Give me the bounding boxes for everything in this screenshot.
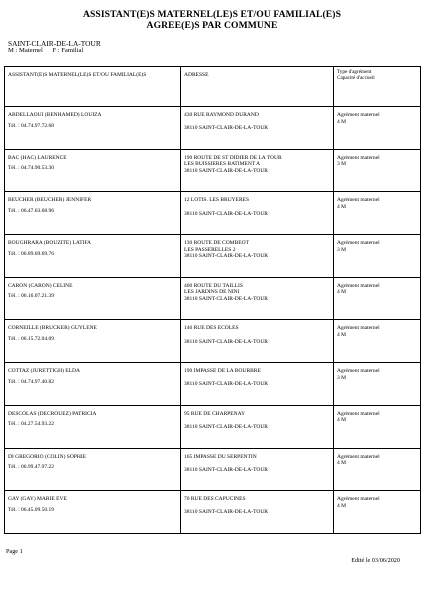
cell-address bbox=[181, 491, 334, 534]
address-city: 38110 SAINT-CLAIR-DE-LA-TOUR bbox=[184, 509, 268, 516]
assistant-name: DESCOLAS (DECROUEZ) PATRICIA bbox=[8, 410, 97, 417]
assistant-phone: Tél. : 06.16.07.21.39 bbox=[8, 293, 54, 300]
address-line2 bbox=[184, 119, 330, 126]
agreement-capacity: 4 M bbox=[337, 332, 347, 339]
table-row bbox=[5, 405, 421, 448]
address-line2: LES JARDINS DE NINI bbox=[184, 289, 240, 296]
address-line1: 430 RUE RAYMOND DURAND bbox=[184, 112, 259, 118]
assistant-phone: Tél. : 04.27.54.93.22 bbox=[8, 421, 54, 428]
cell-agreement bbox=[334, 491, 421, 534]
address-line1: 146 RUE DES ECOLES bbox=[184, 325, 239, 332]
column-header-capacity: Capacité d'accueil bbox=[337, 75, 375, 82]
agreement-capacity: 3 M bbox=[337, 374, 347, 381]
address-line2 bbox=[184, 204, 330, 211]
cell-assistant bbox=[5, 149, 181, 192]
agreement-type: Agrément maternel bbox=[337, 325, 380, 332]
cell-agreement bbox=[334, 107, 421, 150]
cell-assistant bbox=[5, 107, 181, 150]
agreement-capacity: 3 M bbox=[337, 246, 347, 253]
address-line1: 165 IMPASSE DU SERPENTIN bbox=[184, 453, 257, 460]
assistant-name: CARON (CARON) CELINE bbox=[8, 282, 73, 289]
cell-agreement bbox=[334, 320, 421, 363]
table-row bbox=[5, 235, 421, 278]
column-header-name: ASSISTANT(E)S MATERNEL(LE)S ET/OU FAMILIAL(E)S bbox=[5, 67, 181, 107]
table-header-row bbox=[5, 67, 421, 107]
legend-maternel: M : Maternel bbox=[8, 47, 43, 54]
cell-assistant bbox=[5, 320, 181, 363]
address-line2 bbox=[184, 503, 330, 510]
agreement-capacity: 4 M bbox=[337, 203, 347, 210]
assistant-phone: Tél. : 06.47.63.68.96 bbox=[8, 207, 54, 214]
agreement-capacity: 4 M bbox=[337, 502, 347, 509]
address-line2 bbox=[184, 460, 330, 467]
assistant-phone: Tél. : 06.99.47.97.22 bbox=[8, 464, 54, 471]
address-line2 bbox=[184, 417, 330, 424]
legend bbox=[8, 47, 91, 54]
agreement-type: Agrément maternel bbox=[337, 197, 380, 204]
table-row bbox=[5, 149, 421, 192]
address-line2 bbox=[184, 375, 330, 382]
page-number: Page 1 bbox=[6, 548, 23, 555]
address-city: 38110 SAINT-CLAIR-DE-LA-TOUR bbox=[184, 338, 268, 345]
cell-agreement bbox=[334, 235, 421, 278]
document-title-line2: AGREE(E)S PAR COMMUNE bbox=[146, 20, 278, 31]
address-line1: 95 RUE DE CHARPENAY bbox=[184, 410, 246, 417]
cell-address bbox=[181, 363, 334, 406]
agreement-capacity: 4 M bbox=[337, 118, 347, 125]
document-title-line1: ASSISTANT(E)S MATERNEL(LE)S ET/OU FAMILIAL(E)S bbox=[82, 9, 342, 20]
address-line1: 70 RUE DES CAPUCINES bbox=[184, 496, 246, 503]
cell-agreement bbox=[334, 149, 421, 192]
address-line1: 12 LOTIS. LES BRUYERES bbox=[184, 197, 250, 204]
agreement-type: Agrément maternel bbox=[337, 368, 380, 375]
assistant-phone: Tél. : 06.15.72.04.09 bbox=[8, 336, 54, 343]
agreement-capacity: 4 M bbox=[337, 460, 347, 467]
assistant-phone: Tél. : 04.74.97.40.82 bbox=[8, 378, 54, 385]
agreement-capacity: 3 M bbox=[337, 161, 347, 168]
cell-assistant bbox=[5, 235, 181, 278]
address-city: 38110 SAINT-CLAIR-DE-LA-TOUR bbox=[184, 424, 268, 430]
assistant-name: BEUCHER (BEUCHER) JENNIFER bbox=[8, 197, 92, 204]
assistant-name: COTTAZ (JURETTIGH) ELDA bbox=[8, 368, 80, 375]
agreement-type: Agrément maternel bbox=[337, 453, 380, 460]
table-row bbox=[5, 192, 421, 235]
cell-address bbox=[181, 320, 334, 363]
cell-assistant bbox=[5, 277, 181, 320]
column-header-type: Type d'agrément bbox=[337, 69, 372, 75]
agreement-capacity: 4 M bbox=[337, 289, 347, 296]
cell-address bbox=[181, 448, 334, 491]
address-city: 38110 SAINT-CLAIR-DE-LA-TOUR bbox=[184, 253, 268, 260]
cell-agreement bbox=[334, 277, 421, 320]
cell-assistant bbox=[5, 405, 181, 448]
agreement-type: Agrément maternel bbox=[337, 496, 380, 503]
table-row bbox=[5, 320, 421, 363]
cell-assistant bbox=[5, 363, 181, 406]
cell-address bbox=[181, 405, 334, 448]
agreement-type: Agrément maternel bbox=[337, 410, 380, 417]
column-header-agreement bbox=[334, 67, 421, 107]
address-city: 38110 SAINT-CLAIR-DE-LA-TOUR bbox=[184, 381, 268, 388]
cell-address bbox=[181, 149, 334, 192]
assistant-name: CORNEILLE (BRUCKER) GUYLENE bbox=[8, 325, 97, 332]
table-row bbox=[5, 107, 421, 150]
assistant-phone: Tél. : 04.74.90.53.30 bbox=[8, 165, 54, 172]
agreement-type: Agrément maternel bbox=[337, 240, 380, 247]
assistant-name: BAC (HAC) LAURENCE bbox=[8, 154, 67, 161]
edition-date: Edité le 03/06/2020 bbox=[351, 557, 400, 564]
table-row bbox=[5, 491, 421, 534]
address-city: 38110 SAINT-CLAIR-DE-LA-TOUR bbox=[184, 167, 268, 174]
table-row bbox=[5, 448, 421, 491]
agreement-type: Agrément maternel bbox=[337, 154, 380, 161]
cell-assistant bbox=[5, 192, 181, 235]
assistant-name: GAY (GAY) MARIE EVE bbox=[8, 496, 67, 503]
legend-familial: F : Familial bbox=[52, 47, 84, 54]
assistant-phone: Tél. : 06.45.09.50.19 bbox=[8, 506, 54, 513]
agreement-type: Agrément maternel bbox=[337, 282, 380, 289]
cell-assistant bbox=[5, 491, 181, 534]
column-header-address: ADRESSE bbox=[181, 67, 334, 107]
assistant-name: BOUGHRARA (BOUZITE) LATIFA bbox=[8, 240, 92, 247]
address-line1: 130 ROUTE DE COMBEOT bbox=[184, 240, 249, 247]
address-line2 bbox=[184, 332, 330, 339]
address-line2: LES PASSERELLES 2 bbox=[184, 246, 236, 253]
cell-address bbox=[181, 192, 334, 235]
cell-address bbox=[181, 107, 334, 150]
address-line2: LES BUISSIERES BATIMENT A bbox=[184, 161, 261, 168]
assistants-table bbox=[4, 66, 421, 534]
assistant-phone: Tél. : 06.89.69.69.76 bbox=[8, 250, 54, 257]
cell-assistant bbox=[5, 448, 181, 491]
cell-agreement bbox=[334, 192, 421, 235]
assistant-phone: Tél. : 04.74.97.72.68 bbox=[8, 122, 54, 129]
commune-name: SAINT-CLAIR-DE-LA-TOUR bbox=[8, 39, 101, 48]
address-city: 38110 SAINT-CLAIR-DE-LA-TOUR bbox=[184, 125, 268, 132]
address-city: 38110 SAINT-CLAIR-DE-LA-TOUR bbox=[184, 210, 268, 217]
agreement-capacity: 4 M bbox=[337, 417, 347, 424]
cell-agreement bbox=[334, 363, 421, 406]
address-line1: 190 ROUTE DE ST DIDIER DE LA TOUR bbox=[184, 154, 282, 161]
address-line1: 400 ROUTE DU TAILLIS bbox=[184, 282, 243, 289]
assistant-name: DI GREGORIO (COLIN) SOPHIE bbox=[8, 453, 87, 460]
cell-agreement bbox=[334, 448, 421, 491]
cell-agreement bbox=[334, 405, 421, 448]
cell-address bbox=[181, 235, 334, 278]
cell-address bbox=[181, 277, 334, 320]
assistant-name: ABDELLAOUI (BENHAMED) LOUIZA bbox=[8, 112, 102, 118]
address-city: 38110 SAINT-CLAIR-DE-LA-TOUR bbox=[184, 295, 268, 302]
table-row bbox=[5, 277, 421, 320]
agreement-type: Agrément maternel bbox=[337, 112, 380, 118]
address-city: 38110 SAINT-CLAIR-DE-LA-TOUR bbox=[184, 466, 268, 473]
address-line1: 190 IMPASSE DE LA BOURBRE bbox=[184, 368, 261, 375]
table-row bbox=[5, 363, 421, 406]
